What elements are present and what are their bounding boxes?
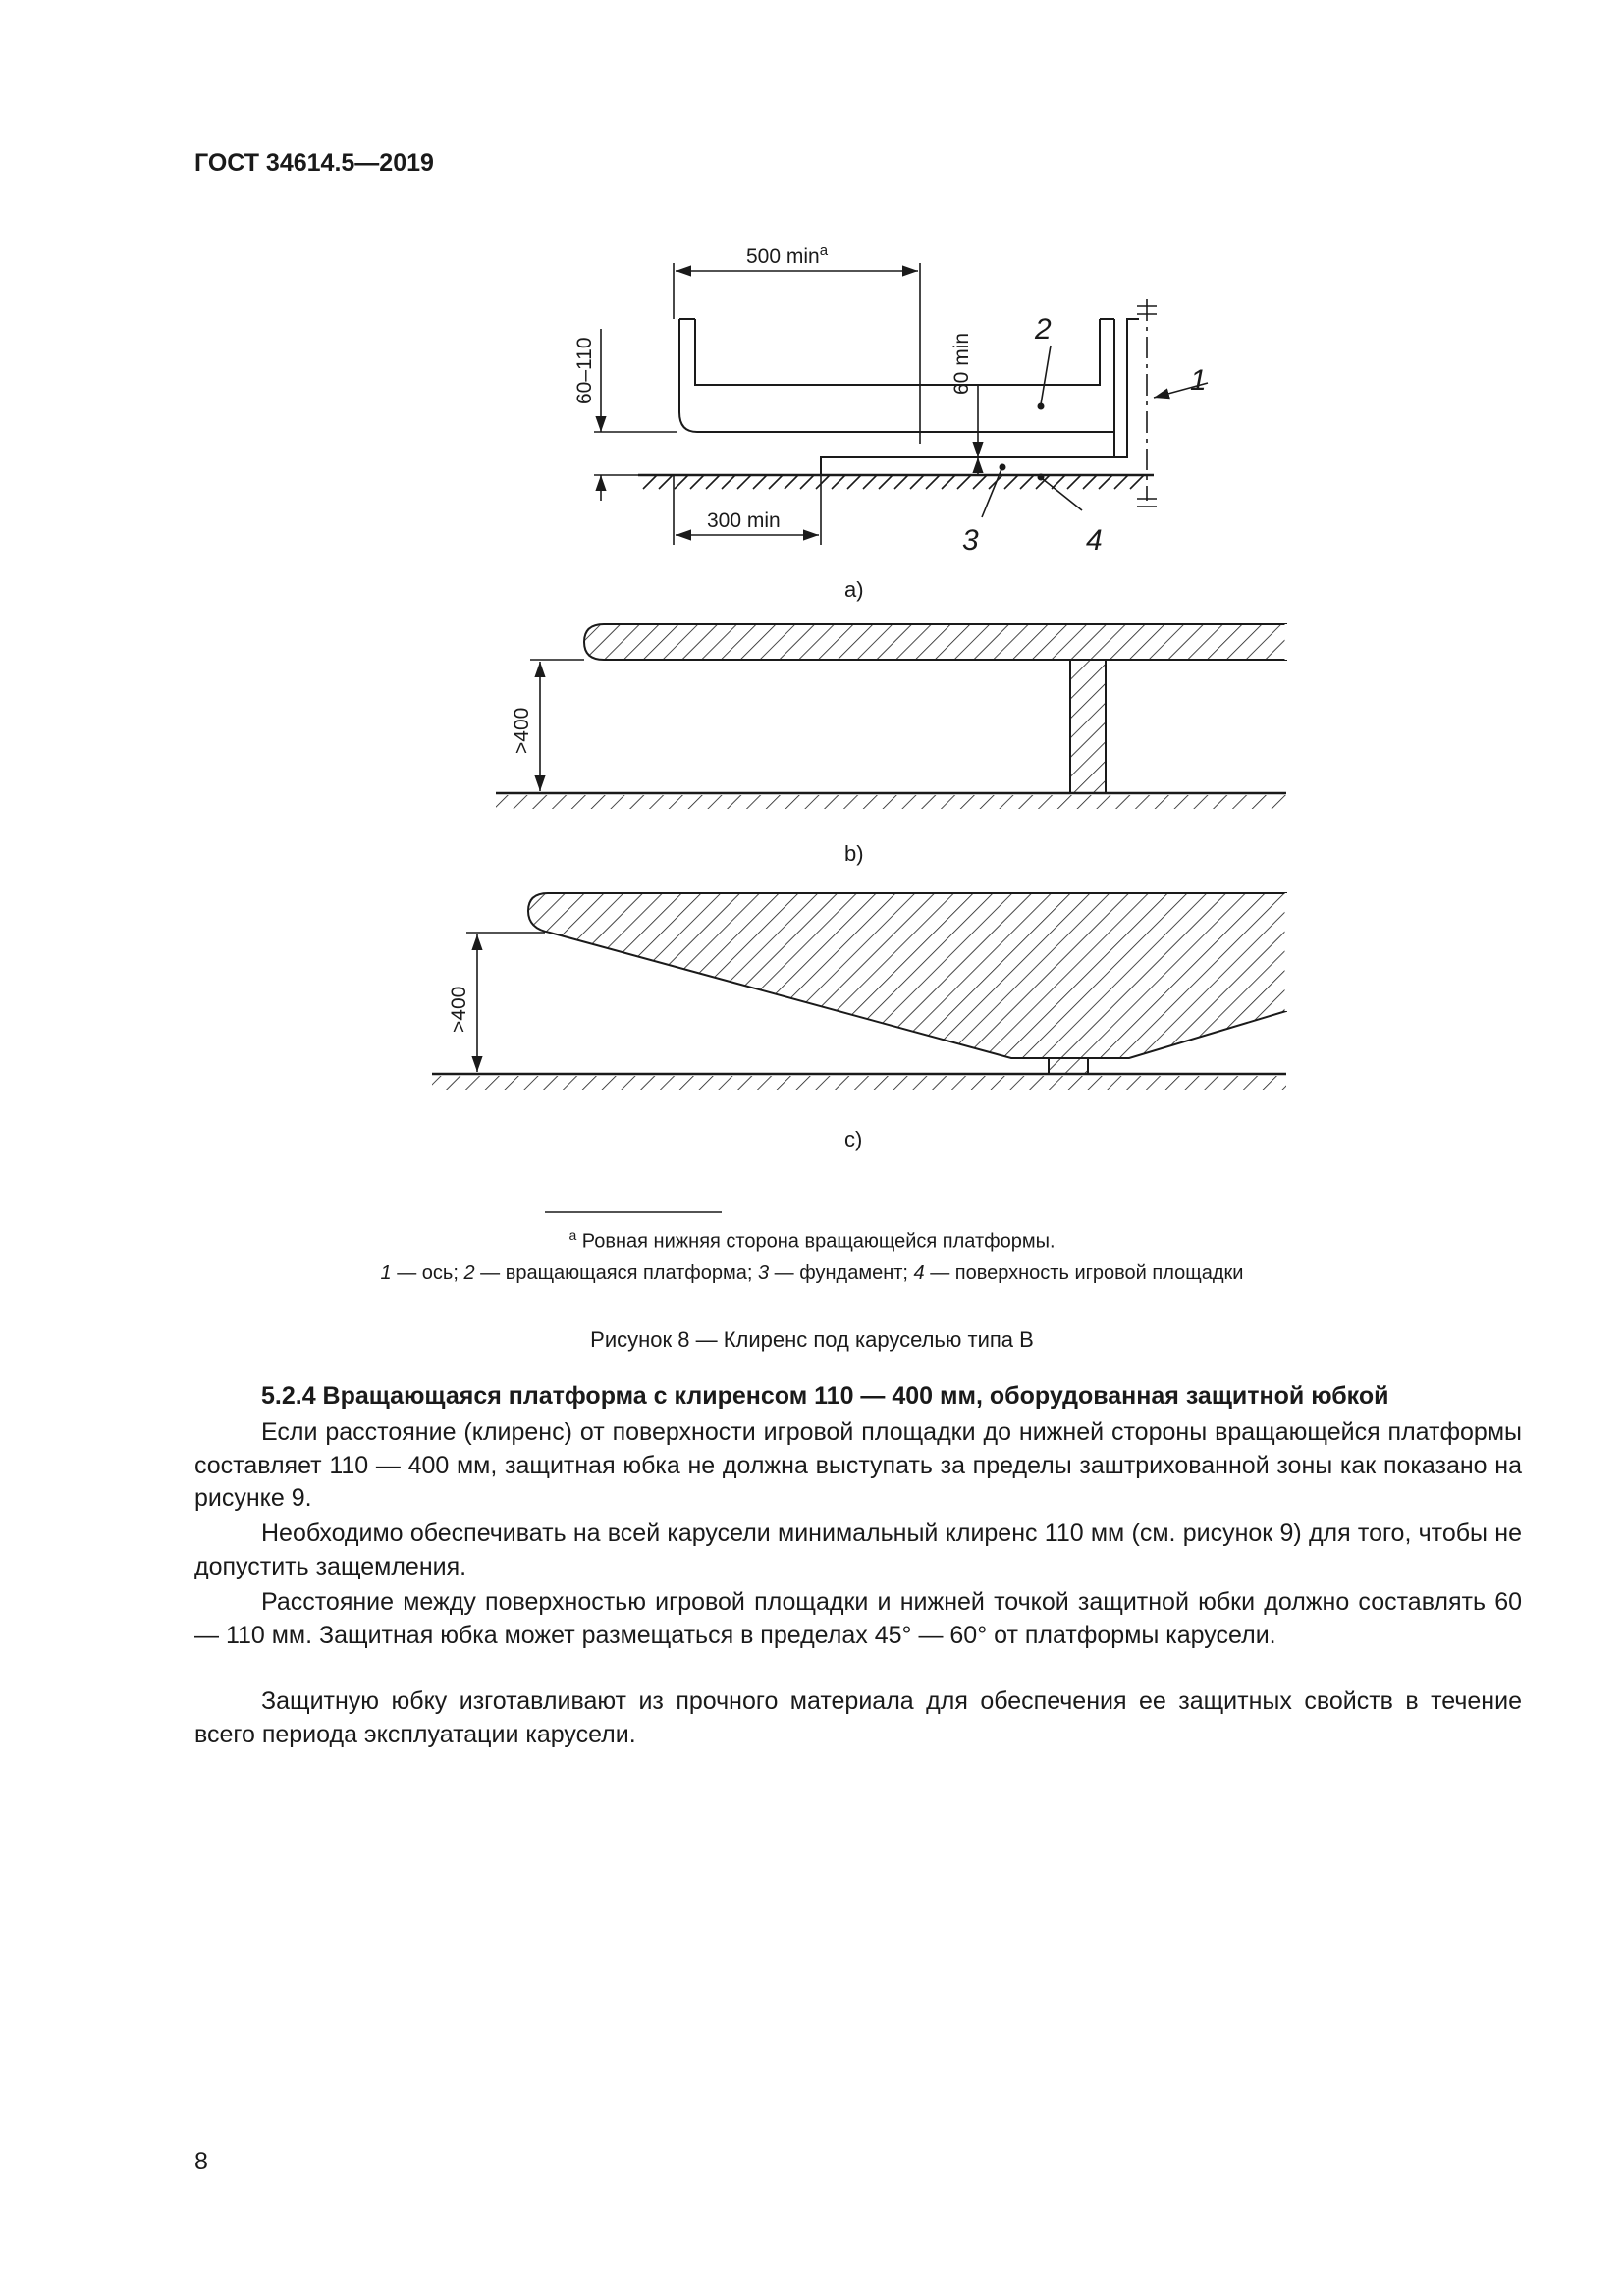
callout-1: 1: [1190, 364, 1207, 397]
document-header: ГОСТ 34614.5—2019: [194, 149, 434, 177]
subfigure-b-dim: >400: [511, 707, 533, 754]
paragraph-2: Необходимо обеспечивать на всей карусели минимальный клиренс 110 мм (см. рисунок 9) для того, чтобы не допустить защемления.: [194, 1520, 1522, 1580]
callout-3: 3: [962, 524, 979, 557]
subfigure-b: [496, 624, 1286, 809]
footnote-text: Ровная нижняя сторона вращающейся платформы.: [581, 1230, 1056, 1253]
subfigure-c-dim: >400: [448, 986, 470, 1033]
dim-500-label: 500 $\min^a$: [746, 242, 829, 268]
subfigure-c: [432, 893, 1286, 1090]
figure-footnote: [0, 1227, 1624, 1254]
subfigure-a: [594, 263, 1208, 545]
page-number: 8: [194, 2148, 208, 2175]
dim-300-label: 300 min: [707, 509, 781, 532]
footnote-marker: a: [568, 1227, 577, 1243]
figure-caption: Рисунок 8 — Клиренс под каруселью типа B: [590, 1327, 1034, 1352]
section-heading: 5.2.4 Вращающаяся платформа с клиренсом 110 — 400 мм, оборудованная защитной юбкой: [261, 1382, 1389, 1410]
subfigure-c-label: c): [844, 1127, 863, 1151]
paragraph-1: Если расстояние (клиренс) от поверхности игровой площадки до нижней стороны вращающейся платформы составляет 110 — 400 мм, защитная юбка не должна выступать за пределы заштрихованной зоны как показано на рисунке 9.: [194, 1418, 1522, 1512]
subfigure-b-label: b): [844, 841, 864, 866]
dim-60min-label: 60 min: [950, 332, 973, 395]
paragraph-3: Расстояние между поверхностью игровой площадки и нижней точкой защитной юбки должно составлять 60 — 110 мм. Защитная юбка может размещаться в пределах 45° — 60° от платформы карусели.: [194, 1588, 1522, 1649]
callout-2: 2: [1035, 313, 1052, 346]
paragraph-4: Защитную юбку изготавливают из прочного материала для обеспечения ее защитных свойств в течение всего периода эксплуатации карусели.: [194, 1687, 1522, 1748]
figure-legend: 1 — ось; 2 — вращающаяся платформа; 3 — фундамент; 4 — поверхность игровой площадки: [380, 1262, 1244, 1284]
dim-60-110-label: 60–110: [573, 337, 596, 404]
callout-4: 4: [1086, 524, 1103, 557]
subfigure-a-label: a): [844, 577, 864, 602]
